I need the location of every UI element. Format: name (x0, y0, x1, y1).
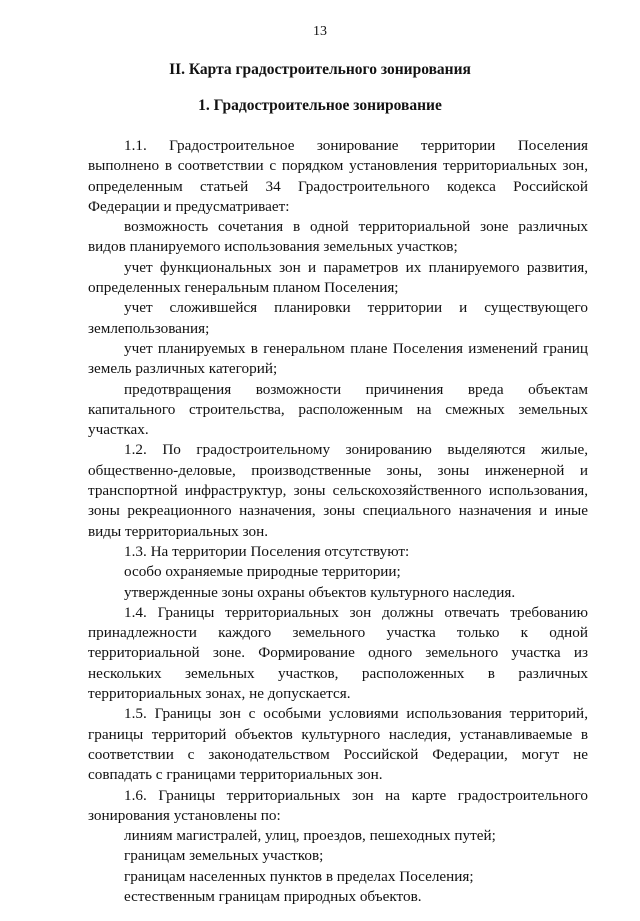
document-body (88, 136, 588, 907)
section-title: II. Карта градостроительного зонирования (169, 61, 471, 78)
list-item: учет функциональных зон и параметров их планируемого развития, определенных генеральным планом Поселения; (88, 258, 588, 297)
paragraph-1-2: 1.2. По градостроительному зонированию выделяются жилые, общественно-деловые, производственные зоны, зоны инженерной и транспортной инфраструктур, зоны сельскохозяйственного использования, зоны рекреационного назначения, зоны специального назначения и иные виды территориальных зон. (88, 441, 588, 540)
list-item: возможность сочетания в одной территориальной зоне различных видов планируемого использования земельных участков; (88, 218, 588, 256)
list-item: предотвращения возможности причинения вреда объектам капитального строительства, расположенным на смежных земельных участках. (88, 380, 588, 439)
list-item: границам земельных участков; (124, 847, 324, 865)
list-item: учет планируемых в генеральном плане Поселения изменений границ земель различных категорий; (88, 339, 588, 378)
list-item: линиям магистралей, улиц, проездов, пешеходных путей; (124, 827, 496, 845)
page-number: 13 (313, 24, 327, 39)
paragraph-1-3: 1.3. На территории Поселения отсутствуют: (124, 542, 410, 560)
list-item: особо охраняемые природные территории; (124, 563, 401, 581)
paragraph-1-1: 1.1. Градостроительное зонирование территории Поселения выполнено в соответствии с порядком установления территориальных зон, определенным статьей 34 Градостроительного кодекса Российской Федерации и предусматривает: (88, 137, 588, 215)
list-item: утвержденные зоны охраны объектов культурного наследия. (124, 583, 516, 601)
list-item: границам населенных пунктов в пределах Поселения; (124, 867, 474, 885)
list-item: естественным границам природных объектов. (124, 887, 422, 905)
list-item: учет сложившейся планировки территории и существующего землепользования; (88, 299, 588, 337)
paragraph-1-6: 1.6. Границы территориальных зон на карте градостроительного зонирования установлены по: (88, 786, 588, 824)
subsection-title: 1. Градостроительное зонирование (198, 97, 442, 114)
paragraph-1-4: 1.4. Границы территориальных зон должны отвечать требованию принадлежности каждого земельного участка только к одной территориальной зоне. Формирование одного земельного участка из нескольких земельных участков, расположенных в различных территориальных зонах, не допускается. (88, 603, 588, 703)
paragraph-1-5: 1.5. Границы зон с особыми условиями использования территорий, границы территорий объектов культурного наследия, устанавливаемые в соответствии с законодательством Российской Федерации, могут не совпадать с границами территориальных зон. (88, 705, 588, 784)
